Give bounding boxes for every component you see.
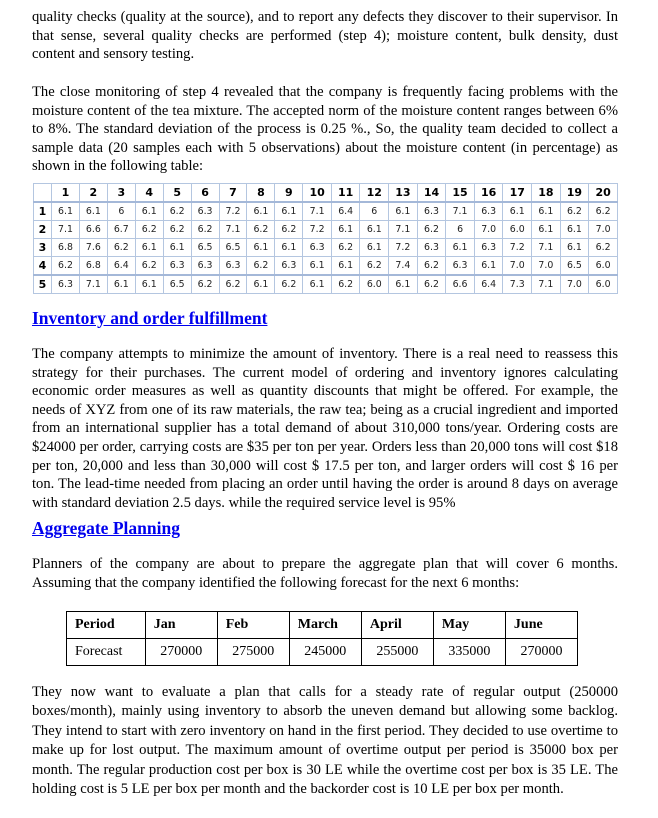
table-cell: 6.0 — [589, 275, 618, 294]
table-cell: 6.2 — [163, 221, 191, 239]
row-header: 4 — [34, 257, 52, 276]
column-header: 10 — [303, 184, 332, 203]
table-cell: 335000 — [433, 639, 505, 666]
table-cell: 7.0 — [560, 275, 589, 294]
table-cell: 6.2 — [135, 221, 163, 239]
column-header: 8 — [247, 184, 275, 203]
row-header: 3 — [34, 239, 52, 257]
table-cell: 6.1 — [532, 202, 561, 221]
table-cell: 6.4 — [107, 257, 135, 276]
column-header: 1 — [52, 184, 80, 203]
forecast-table — [66, 611, 578, 666]
table-cell: 7.1 — [389, 221, 418, 239]
table-cell: 270000 — [145, 639, 217, 666]
column-header: 6 — [191, 184, 219, 203]
table-cell: 6.1 — [247, 239, 275, 257]
table-cell: 6.7 — [107, 221, 135, 239]
table-cell: 7.1 — [446, 202, 475, 221]
table-cell: 6.2 — [219, 275, 247, 294]
column-header: 16 — [474, 184, 503, 203]
table-cell: 6.1 — [275, 239, 303, 257]
table-cell: 6.5 — [191, 239, 219, 257]
heading-aggregate-planning: Aggregate Planning — [32, 518, 180, 538]
table-cell: 7.2 — [389, 239, 418, 257]
table-cell: 6.2 — [275, 275, 303, 294]
paragraph-inventory: The company attempts to minimize the amount of inventory. There is a real need to reassess this strategy for their purchases. The current model of ordering and inventory ignores calculating economic order measures as well as quantity discounts that might be offered. For example, the needs of XYZ from one of its raw materials, the raw tea; being as a crucial ingredient and imported from an international supplier has a total demand of about 310,000 tons/year. Ordering costs are $24000 per order, carrying costs are $35 per ton per year. Orders less than 20,000 tons will cost $18 per ton, 20,000 and less than 30,000 will cost $ 17.5 per ton, and larger orders will cost $ 16 per ton. The lead-time needed from placing an order until having the order is around 8 days on average with standard deviation 2.5 days. while the required service level is 95% — [32, 346, 618, 511]
table-cell: 6 — [360, 202, 389, 221]
paragraph-plan: They now want to evaluate a plan that calls for a steady rate of regular output (250000 boxes/month), mainly using inventory to absorb the uneven demand but allowing some backlog. They intend to start with zero inventory on hand in the first period. They decided to use overtime to make up for lost output. The maximum amount of overtime output per period is 35000 box per month. The regular production cost per box is 30 LE while the overtime cost per box is 35 LE. The holding cost is 5 LE per box per month and the backorder cost is 10 LE per box per month. — [32, 684, 618, 798]
column-header: Feb — [217, 612, 289, 639]
table-cell: 6.1 — [446, 239, 475, 257]
table-cell: 6.1 — [247, 275, 275, 294]
column-header: May — [433, 612, 505, 639]
table-cell: 7.0 — [532, 257, 561, 276]
table-cell: 6.1 — [360, 239, 389, 257]
paragraph-planners: Planners of the company are about to prepare the aggregate plan that will cover 6 months. Assuming that the company identified the following forecast for the next 6 months: — [32, 556, 618, 591]
table-cell: Forecast — [67, 639, 146, 666]
table-cell: 6.8 — [52, 239, 80, 257]
column-header: 2 — [79, 184, 107, 203]
table-cell: 6.1 — [52, 202, 80, 221]
table-cell: 6.1 — [247, 202, 275, 221]
row-header: 5 — [34, 275, 52, 294]
table-cell: 245000 — [289, 639, 361, 666]
column-header: 3 — [107, 184, 135, 203]
table-cell: 6.2 — [191, 275, 219, 294]
table-cell: 6.3 — [417, 202, 446, 221]
column-header: Jan — [145, 612, 217, 639]
table-cell: 6.2 — [331, 239, 360, 257]
table-cell: 6.5 — [219, 239, 247, 257]
table-cell: 6.3 — [474, 239, 503, 257]
column-header: 12 — [360, 184, 389, 203]
table-cell: 6.2 — [163, 202, 191, 221]
table-cell: 6.8 — [79, 257, 107, 276]
table-cell: 6.3 — [191, 202, 219, 221]
table-cell: 6.1 — [135, 275, 163, 294]
table-cell: 6.2 — [107, 239, 135, 257]
table-cell: 6.1 — [331, 257, 360, 276]
table-cell: 6.0 — [503, 221, 532, 239]
table-cell: 6.5 — [163, 275, 191, 294]
table-cell: 7.2 — [503, 239, 532, 257]
table-cell: 7.1 — [303, 202, 332, 221]
table-cell: 6.1 — [389, 202, 418, 221]
table-cell: 6.2 — [331, 275, 360, 294]
column-header: 14 — [417, 184, 446, 203]
paragraph-quality-checks: quality checks (quality at the source), and to report any defects they discover to their supervisor. In that sense, several quality checks are performed (step 4); moisture content, bulk density, dust content and sensory testing. — [32, 9, 618, 63]
table-row — [34, 202, 618, 221]
column-header: 11 — [331, 184, 360, 203]
column-header — [34, 184, 52, 203]
table-cell: 6.2 — [52, 257, 80, 276]
table-cell: 275000 — [217, 639, 289, 666]
column-header: 19 — [560, 184, 589, 203]
table-cell: 270000 — [505, 639, 577, 666]
column-header: June — [505, 612, 577, 639]
table-cell: 6.1 — [560, 239, 589, 257]
table-cell: 7.0 — [589, 221, 618, 239]
paragraph-moisture: The close monitoring of step 4 revealed that the company is frequently facing problems with the moisture content of the tea mixture. The accepted norm of the moisture content ranges between 6% to 8%. The standard deviation of the process is 0.25 %., So, the quality team decided to collect a sample data (20 samples each with 5 observations) about the moisture content (in percentage) as shown in the following table: — [32, 84, 618, 175]
header-row — [34, 184, 618, 203]
table-cell: 6.2 — [247, 221, 275, 239]
table-cell: 7.0 — [503, 257, 532, 276]
table-row — [34, 239, 618, 257]
table-cell: 6.2 — [589, 202, 618, 221]
column-header: 17 — [503, 184, 532, 203]
table-cell: 7.1 — [532, 239, 561, 257]
table-cell: 7.1 — [52, 221, 80, 239]
table-cell: 6.3 — [303, 239, 332, 257]
table-cell: 6.1 — [163, 239, 191, 257]
table-cell: 6.2 — [417, 275, 446, 294]
table-cell: 6.3 — [219, 257, 247, 276]
table-cell: 6.1 — [532, 221, 561, 239]
table-cell: 6.1 — [389, 275, 418, 294]
table-cell: 6.1 — [560, 221, 589, 239]
table-cell: 6 — [446, 221, 475, 239]
column-header: Period — [67, 612, 146, 639]
table-cell: 6.1 — [107, 275, 135, 294]
table-cell: 6.1 — [360, 221, 389, 239]
table-cell: 6.2 — [589, 239, 618, 257]
table-cell: 7.0 — [474, 221, 503, 239]
table-cell: 6.3 — [446, 257, 475, 276]
heading-inventory: Inventory and order fulfillment — [32, 308, 268, 328]
table-cell: 6.3 — [191, 257, 219, 276]
table-cell: 6.4 — [331, 202, 360, 221]
table-cell: 6.2 — [191, 221, 219, 239]
table-cell: 6.0 — [360, 275, 389, 294]
table-cell: 7.1 — [532, 275, 561, 294]
table-cell: 6.1 — [303, 275, 332, 294]
moisture-table — [33, 183, 618, 294]
table-cell: 255000 — [361, 639, 433, 666]
table-row — [34, 275, 618, 294]
column-header: 15 — [446, 184, 475, 203]
column-header: 20 — [589, 184, 618, 203]
column-header: 7 — [219, 184, 247, 203]
table-cell: 7.2 — [219, 202, 247, 221]
table-cell: 7.6 — [79, 239, 107, 257]
table-cell: 6.1 — [303, 257, 332, 276]
table-cell: 6.1 — [135, 239, 163, 257]
table-cell: 6.2 — [135, 257, 163, 276]
table-cell: 6.1 — [503, 202, 532, 221]
table-cell: 6.6 — [79, 221, 107, 239]
table-cell: 7.3 — [503, 275, 532, 294]
table-cell: 6.5 — [560, 257, 589, 276]
table-row — [67, 639, 578, 666]
column-header: March — [289, 612, 361, 639]
table-cell: 7.1 — [219, 221, 247, 239]
table-cell: 6.2 — [417, 257, 446, 276]
column-header: 18 — [532, 184, 561, 203]
column-header: April — [361, 612, 433, 639]
column-header: 9 — [275, 184, 303, 203]
table-cell: 6.3 — [163, 257, 191, 276]
table-cell: 6.2 — [247, 257, 275, 276]
table-cell: 6.2 — [275, 221, 303, 239]
table-cell: 6.0 — [589, 257, 618, 276]
table-cell: 6.3 — [52, 275, 80, 294]
table-cell: 6 — [107, 202, 135, 221]
table-cell: 7.1 — [79, 275, 107, 294]
column-header: 13 — [389, 184, 418, 203]
table-cell: 6.4 — [474, 275, 503, 294]
table-row — [34, 257, 618, 276]
row-header: 1 — [34, 202, 52, 221]
table-cell: 6.1 — [474, 257, 503, 276]
table-cell: 6.3 — [275, 257, 303, 276]
table-cell: 6.3 — [417, 239, 446, 257]
header-row — [67, 612, 578, 639]
table-cell: 7.4 — [389, 257, 418, 276]
table-cell: 6.1 — [275, 202, 303, 221]
table-cell: 6.3 — [474, 202, 503, 221]
row-header: 2 — [34, 221, 52, 239]
table-cell: 7.2 — [303, 221, 332, 239]
table-cell: 6.2 — [560, 202, 589, 221]
table-cell: 6.2 — [360, 257, 389, 276]
table-cell: 6.6 — [446, 275, 475, 294]
table-cell: 6.1 — [135, 202, 163, 221]
table-cell: 6.2 — [417, 221, 446, 239]
table-cell: 6.1 — [331, 221, 360, 239]
table-cell: 6.1 — [79, 202, 107, 221]
table-row — [34, 221, 618, 239]
column-header: 5 — [163, 184, 191, 203]
column-header: 4 — [135, 184, 163, 203]
